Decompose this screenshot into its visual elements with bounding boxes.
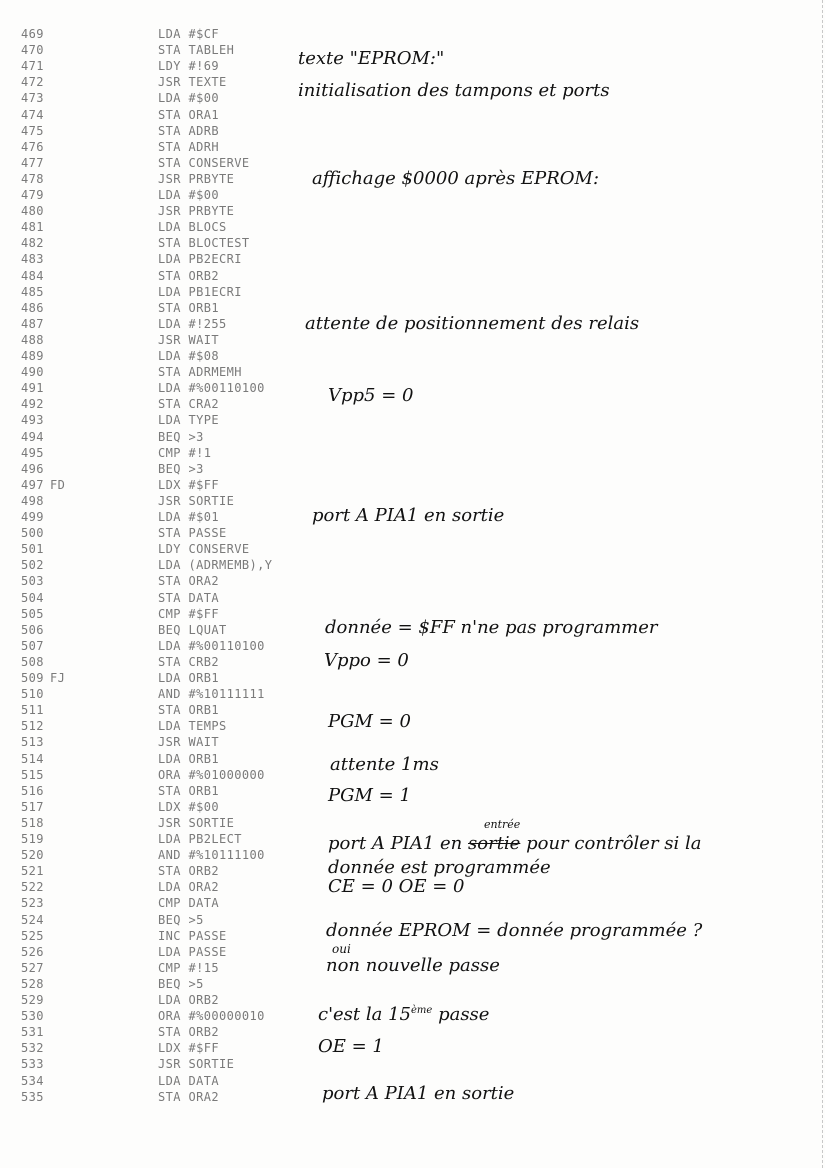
line-number: 523 bbox=[21, 896, 44, 911]
instruction: STA CRB2 bbox=[158, 654, 219, 669]
instruction: LDA #$00 bbox=[158, 188, 219, 202]
listing-line bbox=[0, 251, 825, 267]
line-number: 479 bbox=[21, 188, 44, 202]
line-number: 469 bbox=[21, 27, 44, 41]
instruction: STA ORB1 bbox=[158, 703, 219, 718]
instruction: LDA ORB1 bbox=[158, 751, 219, 766]
instruction: LDA PB2LECT bbox=[158, 832, 242, 846]
listing-line bbox=[0, 477, 825, 493]
listing-line bbox=[0, 348, 825, 364]
note-affichage: affichage $0000 après EPROM: bbox=[312, 168, 600, 189]
line-number: 484 bbox=[21, 268, 44, 283]
line-number: 528 bbox=[21, 976, 44, 991]
note-compare: donnée EPROM = donnée programmée ? bbox=[326, 920, 703, 941]
listing-line bbox=[0, 783, 825, 799]
line-number: 503 bbox=[21, 574, 44, 589]
note-oe-1: OE = 1 bbox=[318, 1036, 384, 1057]
line-number: 491 bbox=[21, 381, 44, 396]
instruction: CMP DATA bbox=[158, 896, 219, 911]
note-attente-1ms: attente 1ms bbox=[330, 754, 439, 775]
note-non-nouvelle-passe: non nouvelle passe bbox=[326, 955, 500, 976]
instruction: LDA PB2ECRI bbox=[158, 252, 242, 267]
note-oui: oui bbox=[332, 942, 351, 956]
listing-line bbox=[0, 412, 825, 428]
line-number: 519 bbox=[21, 832, 44, 846]
note-vpp5: Vpp5 = 0 bbox=[328, 385, 414, 406]
line-number: 508 bbox=[21, 654, 44, 669]
note-pgm-1: PGM = 1 bbox=[328, 785, 411, 806]
instruction: LDA #!255 bbox=[158, 316, 227, 331]
line-number: 507 bbox=[21, 638, 44, 653]
instruction: STA ORB2 bbox=[158, 268, 219, 283]
instruction: JSR SORTIE bbox=[158, 493, 235, 508]
line-number: 530 bbox=[21, 1009, 44, 1024]
line-number: 476 bbox=[21, 139, 44, 154]
listing-line bbox=[0, 718, 825, 734]
instruction: LDA #%00110100 bbox=[158, 638, 265, 653]
instruction: LDA PB1ECRI bbox=[158, 284, 242, 299]
instruction: STA ORA2 bbox=[158, 1089, 219, 1104]
line-number: 486 bbox=[21, 300, 44, 315]
instruction: LDA #$08 bbox=[158, 349, 219, 363]
listing-line bbox=[0, 815, 825, 831]
line-number: 502 bbox=[21, 558, 44, 573]
line-number: 492 bbox=[21, 397, 44, 412]
listing-line bbox=[0, 268, 825, 284]
listing-line bbox=[0, 686, 825, 702]
instruction: STA ADRB bbox=[158, 123, 219, 138]
instruction: STA BLOCTEST bbox=[158, 236, 250, 251]
note-donnee-programmee: donnée est programmée bbox=[328, 857, 551, 878]
instruction: JSR PRBYTE bbox=[158, 204, 235, 219]
note-ce-oe: CE = 0 OE = 0 bbox=[328, 876, 465, 897]
instruction: LDY #!69 bbox=[158, 59, 219, 74]
listing-line bbox=[0, 429, 825, 445]
line-number: 526 bbox=[21, 944, 44, 959]
line-label: FJ bbox=[50, 671, 66, 685]
line-number: 525 bbox=[21, 928, 44, 943]
listing-line bbox=[0, 107, 825, 123]
line-number: 477 bbox=[21, 155, 44, 170]
instruction: LDA ORB1 bbox=[158, 671, 219, 685]
line-number: 488 bbox=[21, 332, 44, 347]
line-number: 482 bbox=[21, 236, 44, 251]
instruction: STA PASSE bbox=[158, 526, 227, 541]
instruction: BEQ >5 bbox=[158, 976, 204, 991]
line-number: 471 bbox=[21, 59, 44, 74]
note-entree-correction: entrée bbox=[484, 818, 521, 831]
line-number: 498 bbox=[21, 493, 44, 508]
line-number: 490 bbox=[21, 365, 44, 380]
line-number: 483 bbox=[21, 252, 44, 267]
instruction: STA ADRH bbox=[158, 139, 219, 154]
instruction: LDA #$00 bbox=[158, 91, 219, 106]
listing-line bbox=[0, 284, 825, 300]
note-donnee-ff: donnée = $FF n'ne pas programmer bbox=[325, 617, 658, 638]
instruction: LDA DATA bbox=[158, 1073, 219, 1088]
listing-line bbox=[0, 1024, 825, 1040]
line-number: 513 bbox=[21, 735, 44, 750]
instruction: CMP #!1 bbox=[158, 445, 212, 460]
note-attente-relais: attente de positionnement des relais bbox=[305, 313, 640, 334]
note-15e-passe bbox=[318, 1000, 489, 1026]
note-port-sortie-1: port A PIA1 en sortie bbox=[312, 505, 505, 526]
instruction: AND #%10111100 bbox=[158, 848, 265, 863]
note-port-entree bbox=[328, 833, 701, 855]
instruction: STA ADRMEMH bbox=[158, 365, 242, 380]
listing-line bbox=[0, 557, 825, 573]
line-number: 505 bbox=[21, 606, 44, 621]
instruction: LDA #$CF bbox=[158, 27, 219, 41]
line-number: 534 bbox=[21, 1073, 44, 1088]
instruction: BEQ >3 bbox=[158, 429, 204, 444]
line-number: 470 bbox=[21, 43, 44, 58]
instruction: STA DATA bbox=[158, 590, 219, 605]
listing-line bbox=[0, 541, 825, 557]
instruction: BEQ >5 bbox=[158, 912, 204, 927]
note-texte-eprom: texte "EPROM:" bbox=[298, 48, 445, 69]
line-number: 518 bbox=[21, 815, 44, 830]
note-vppo: Vppo = 0 bbox=[324, 650, 409, 671]
line-number: 487 bbox=[21, 316, 44, 331]
line-number: 500 bbox=[21, 526, 44, 541]
instruction: BEQ >3 bbox=[158, 461, 204, 476]
listing-line bbox=[0, 590, 825, 606]
listing-line bbox=[0, 1040, 825, 1056]
line-number: 509 bbox=[21, 671, 44, 685]
listing-line bbox=[0, 203, 825, 219]
note-port-sortie-2: port A PIA1 en sortie bbox=[322, 1083, 515, 1104]
line-number: 516 bbox=[21, 783, 44, 798]
listing-line bbox=[0, 139, 825, 155]
instruction: LDA TYPE bbox=[158, 413, 219, 428]
instruction: CMP #!15 bbox=[158, 960, 219, 975]
listing-line bbox=[0, 573, 825, 589]
line-number: 478 bbox=[21, 171, 44, 186]
line-number: 506 bbox=[21, 622, 44, 637]
line-number: 512 bbox=[21, 719, 44, 734]
listing-line bbox=[0, 799, 825, 815]
note-pgm-0: PGM = 0 bbox=[328, 711, 411, 732]
note-15e-end: passe bbox=[438, 1004, 490, 1025]
line-number: 472 bbox=[21, 75, 44, 90]
line-number: 520 bbox=[21, 848, 44, 863]
instruction: STA ORB1 bbox=[158, 783, 219, 798]
listing-line bbox=[0, 364, 825, 380]
line-number: 481 bbox=[21, 220, 44, 235]
line-number: 497 bbox=[21, 477, 44, 492]
listing-line bbox=[0, 123, 825, 139]
instruction: LDA PASSE bbox=[158, 944, 227, 959]
instruction: LDY CONSERVE bbox=[158, 542, 250, 557]
listing-line bbox=[0, 445, 825, 461]
listing-line bbox=[0, 1056, 825, 1072]
instruction: JSR SORTIE bbox=[158, 815, 235, 830]
line-number: 531 bbox=[21, 1025, 44, 1040]
instruction: STA ORB2 bbox=[158, 864, 219, 879]
instruction: LDX #$FF bbox=[158, 1041, 219, 1056]
line-number: 510 bbox=[21, 687, 44, 702]
instruction: LDX #$00 bbox=[158, 799, 219, 814]
note-port-entree-strike: sortie bbox=[468, 833, 521, 854]
instruction: JSR WAIT bbox=[158, 332, 219, 347]
listing-line bbox=[0, 702, 825, 718]
instruction: STA TABLEH bbox=[158, 43, 235, 58]
listing-line bbox=[0, 235, 825, 251]
line-number: 494 bbox=[21, 429, 44, 444]
instruction: JSR WAIT bbox=[158, 735, 219, 750]
line-number: 527 bbox=[21, 960, 44, 975]
listing-line bbox=[0, 976, 825, 992]
instruction: LDA #$01 bbox=[158, 510, 219, 524]
line-number: 485 bbox=[21, 284, 44, 299]
note-initialisation: initialisation des tampons et ports bbox=[298, 80, 610, 101]
line-number: 524 bbox=[21, 912, 44, 927]
line-number: 532 bbox=[21, 1041, 44, 1056]
instruction: LDX #$FF bbox=[158, 477, 219, 492]
note-15e-sup: ème bbox=[411, 1005, 433, 1016]
line-number: 475 bbox=[21, 123, 44, 138]
listing-line bbox=[0, 734, 825, 750]
note-port-entree-a: port A PIA1 en bbox=[328, 833, 463, 854]
listing-line bbox=[0, 525, 825, 541]
line-label: FD bbox=[50, 477, 66, 492]
instruction: STA ORB2 bbox=[158, 1025, 219, 1040]
line-number: 517 bbox=[21, 799, 44, 814]
listing-line bbox=[0, 638, 825, 654]
listing-line bbox=[0, 654, 825, 670]
line-number: 521 bbox=[21, 864, 44, 879]
line-number: 489 bbox=[21, 349, 44, 363]
instruction: BEQ LQUAT bbox=[158, 622, 227, 637]
line-number: 522 bbox=[21, 880, 44, 895]
instruction: LDA TEMPS bbox=[158, 719, 227, 734]
instruction: JSR PRBYTE bbox=[158, 171, 235, 186]
instruction: LDA ORB2 bbox=[158, 993, 219, 1007]
listing-line bbox=[0, 219, 825, 235]
instruction: LDA #%00110100 bbox=[158, 381, 265, 396]
note-15e-text: c'est la 15 bbox=[318, 1004, 411, 1025]
instruction: AND #%10111111 bbox=[158, 687, 265, 702]
instruction: STA ORA2 bbox=[158, 574, 219, 589]
line-number: 473 bbox=[21, 91, 44, 106]
instruction: CMP #$FF bbox=[158, 606, 219, 621]
listing-line bbox=[0, 461, 825, 477]
instruction: LDA ORA2 bbox=[158, 880, 219, 895]
line-number: 514 bbox=[21, 751, 44, 766]
line-number: 533 bbox=[21, 1057, 44, 1072]
listing-line bbox=[0, 26, 825, 42]
instruction: LDA BLOCS bbox=[158, 220, 227, 235]
line-number: 493 bbox=[21, 413, 44, 428]
instruction: STA CONSERVE bbox=[158, 155, 250, 170]
line-number: 474 bbox=[21, 107, 44, 122]
instruction: STA ORA1 bbox=[158, 107, 219, 122]
line-number: 504 bbox=[21, 590, 44, 605]
line-number: 496 bbox=[21, 461, 44, 476]
instruction: STA ORB1 bbox=[158, 300, 219, 315]
line-number: 495 bbox=[21, 445, 44, 460]
line-number: 501 bbox=[21, 542, 44, 557]
instruction: STA CRA2 bbox=[158, 397, 219, 412]
instruction: JSR TEXTE bbox=[158, 75, 227, 90]
line-number: 529 bbox=[21, 993, 44, 1007]
instruction: ORA #%01000000 bbox=[158, 767, 265, 782]
line-number: 535 bbox=[21, 1089, 44, 1104]
line-number: 515 bbox=[21, 767, 44, 782]
line-number: 511 bbox=[21, 703, 44, 718]
listing-line bbox=[0, 670, 825, 686]
instruction: INC PASSE bbox=[158, 928, 227, 943]
instruction: ORA #%00000010 bbox=[158, 1009, 265, 1024]
instruction: LDA (ADRMEMB),Y bbox=[158, 558, 273, 573]
line-number: 480 bbox=[21, 204, 44, 219]
instruction: JSR SORTIE bbox=[158, 1057, 235, 1072]
note-port-entree-b: pour contrôler si la bbox=[526, 833, 702, 854]
line-number: 499 bbox=[21, 510, 44, 524]
